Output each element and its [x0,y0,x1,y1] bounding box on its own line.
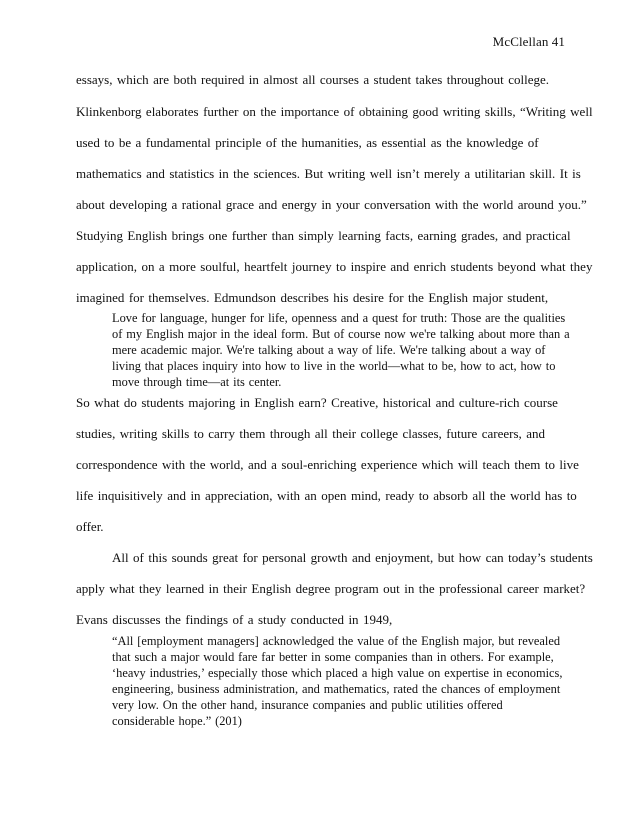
quote-line: of my English major in the ideal form. But of course now we're talking about more than a [112,327,570,341]
quote-line: engineering, business administration, and mathematics, rated the chances of employment [112,682,561,696]
body-line: Klinkenborg elaborates further on the importance of obtaining good writing skills, “Writing well [76,104,593,119]
body-line: used to be a fundamental principle of the humanities, as essential as the knowledge of [76,135,539,150]
quote-line: ‘heavy industries,’ especially those which placed a high value on expertise in economics, [112,666,563,680]
body-line: about developing a rational grace and energy in your conversation with the world around you.” [76,197,587,212]
body-line: essays, which are both required in almost all courses a student takes throughout college. [76,72,550,87]
block-quote [112,633,572,729]
body-line: Evans discusses the findings of a study conducted in 1949, [76,612,393,627]
quote-line: Love for language, hunger for life, openness and a quest for truth: Those are the qualities [112,311,566,325]
quote-line: living that places inquiry into how to live in the world—what to be, how to act, how to [112,359,556,373]
quote-line: mere academic major. We're talking about a way of life. We're talking about a way of [112,343,546,357]
quote-line: “All [employment managers] acknowledged the value of the English major, but revealed [112,634,561,648]
running-head: McClellan 41 [492,34,565,49]
body-line: application, on a more soulful, heartfelt journey to inspire and enrich students beyond what they [76,259,593,274]
body-line: correspondence with the world, and a soul-enriching experience which will teach them to live [76,457,579,472]
block-quote [112,310,572,390]
body-line: imagined for themselves. Edmundson describes his desire for the English major student, [76,290,549,305]
body-line: apply what they learned in their English degree program out in the professional career market? [76,581,586,596]
body-line: So what do students majoring in English earn? Creative, historical and culture-rich course [76,395,558,410]
body-line: All of this sounds great for personal growth and enjoyment, but how can today’s students [112,550,593,565]
quote-line: considerable hope.” (201) [112,714,242,728]
body-line: offer. [76,519,104,534]
body-line: studies, writing skills to carry them through all their college classes, future careers, and [76,426,546,441]
quote-line: very low. On the other hand, insurance companies and public utilities offered [112,698,503,712]
body-line: mathematics and statistics in the sciences. But writing well isn’t merely a utilitarian skill. It is [76,166,581,181]
body-line: Studying English brings one further than simply learning facts, earning grades, and practical [76,228,571,243]
body-line: life inquisitively and in appreciation, with an open mind, ready to absorb all the world has to [76,488,577,503]
quote-line: move through time—at its center. [112,375,282,389]
quote-line: that such a major would fare far better in some companies than in others. For example, [112,650,554,664]
